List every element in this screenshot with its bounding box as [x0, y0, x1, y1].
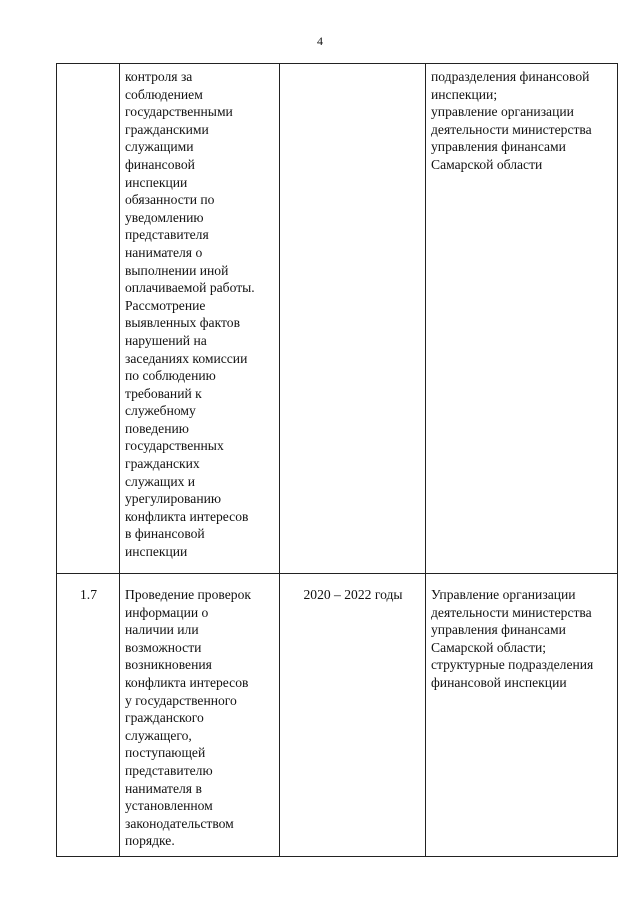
- responsible-cell: подразделения финансовой инспекции; управление организации деятельности министерства управления финансами Самарской области: [426, 64, 618, 574]
- item-number-cell: 1.7: [57, 574, 120, 857]
- table-row: [57, 64, 618, 574]
- item-number-cell: [57, 64, 120, 574]
- deadline-cell: 2020 – 2022 годы: [280, 574, 426, 857]
- action-description-cell: Проведение проверок информации о наличии или возможности возникновения конфликта интересов у государственного гражданского служащего, поступающей представителю нанимателя в установленном законодательством порядке.: [120, 574, 280, 857]
- action-description-cell: контроля за соблюдением государственными гражданскими служащими финансовой инспекции обязанности по уведомлению представителя нанимателя о выполнении иной оплачиваемой работы. Рассмотрение выявленных фактов нарушений на заседаниях комиссии по соблюдению требований к служебному поведению государственных гражданских служащих и урегулированию конфликта интересов в финансовой инспекции: [120, 64, 280, 574]
- measures-table: [56, 63, 618, 857]
- responsible-cell: Управление организации деятельности министерства управления финансами Самарской области; структурные подразделения финансовой инспекции: [426, 574, 618, 857]
- page-number: 4: [317, 34, 323, 48]
- table-row: [57, 574, 618, 857]
- deadline-cell: [280, 64, 426, 574]
